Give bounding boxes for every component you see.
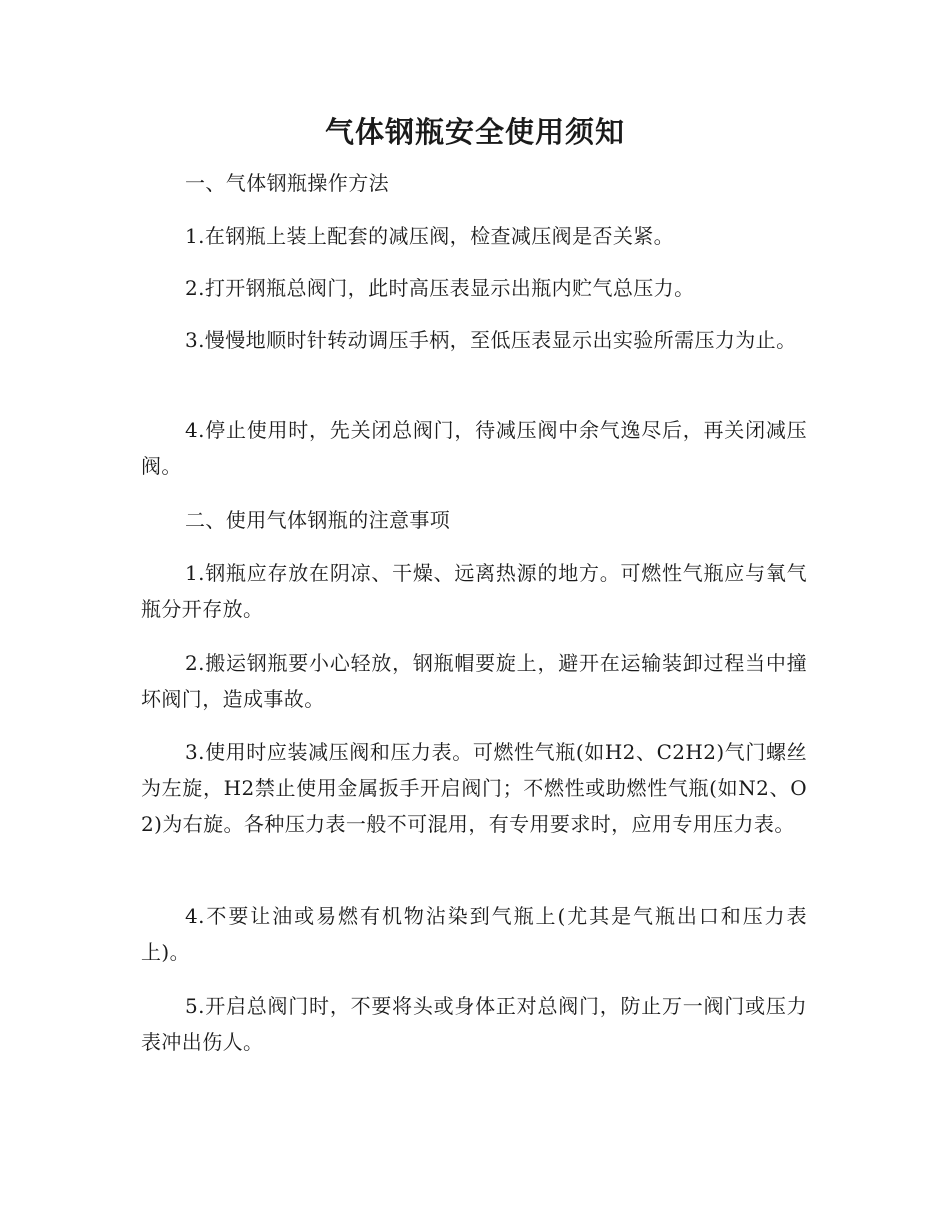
precaution-item-4: 4.不要让油或易燃有机物沾染到气瓶上(尤其是气瓶出口和压力表上)。 [141,904,807,964]
precaution-item-3: 3.使用时应装减压阀和压力表。可燃性气瓶(如H2、C2H2)气门螺丝为左旋，H2禁止使用金属扳手开启阀门；不燃性或助燃性气瓶(如N2、O2)为右旋。各种压力表一般不可混用，有专用要求时，应用专用压力表。 [141,740,807,836]
precaution-item-1: 1.钢瓶应存放在阴凉、干燥、远离热源的地方。可燃性气瓶应与氧气瓶分开存放。 [141,561,807,621]
section-heading-operation: 一、气体钢瓶操作方法 [185,171,389,195]
operation-step-1: 1.在钢瓶上装上配套的减压阀，检查减压阀是否关紧。 [185,224,675,248]
document-title: 气体钢瓶安全使用须知 [324,115,625,149]
section-heading-precautions: 二、使用气体钢瓶的注意事项 [185,508,451,532]
precaution-item-5: 5.开启总阀门时，不要将头或身体正对总阀门，防止万一阀门或压力表冲出伤人。 [141,994,807,1054]
operation-step-4: 4.停止使用时，先关闭总阀门，待减压阀中余气逸尽后，再关闭减压阀。 [141,418,807,478]
operation-step-3: 3.慢慢地顺时针转动调压手柄，至低压表显示出实验所需压力为止。 [185,328,797,352]
operation-step-2: 2.打开钢瓶总阀门，此时高压表显示出瓶内贮气总压力。 [185,276,695,300]
precaution-item-2: 2.搬运钢瓶要小心轻放，钢瓶帽要旋上，避开在运输装卸过程当中撞坏阀门，造成事故。 [141,651,807,711]
